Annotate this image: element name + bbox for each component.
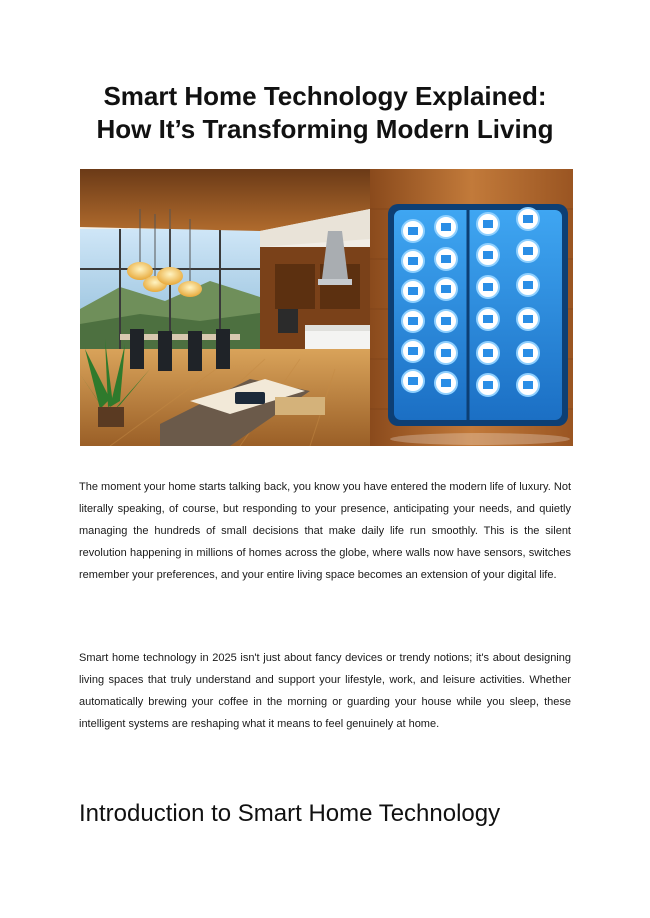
section-heading: Introduction to Smart Home Technology — [79, 800, 501, 827]
article-title — [60, 80, 590, 146]
title-line-1: Smart Home Technology Explained: — [103, 81, 547, 111]
smart-home-hero-image — [80, 169, 573, 446]
title-line-2: How It’s Transforming Modern Living — [96, 114, 554, 144]
intro-paragraph-1: The moment your home starts talking back, you know you have entered the modern life of luxury. Not literally speaking, of course, but responding to your presence, anticipating your needs, and quietly managing the hundreds of small decisions that make daily life run smoothly. This is the silent revolution happening in millions of homes across the globe, where walls now have sensors, switches remember your preferences, and your entire living space becomes an extension of your digital life. — [79, 481, 571, 581]
intro-paragraph-2: Smart home technology in 2025 isn't just about fancy devices or trendy notions; it's about designing living spaces that truly understand and support your lifestyle, work, and leisure activities. Whether automatically brewing your coffee in the morning or guarding your house while you sleep, these intelligent systems are reshaping what it means to feel genuinely at home. — [79, 652, 571, 730]
